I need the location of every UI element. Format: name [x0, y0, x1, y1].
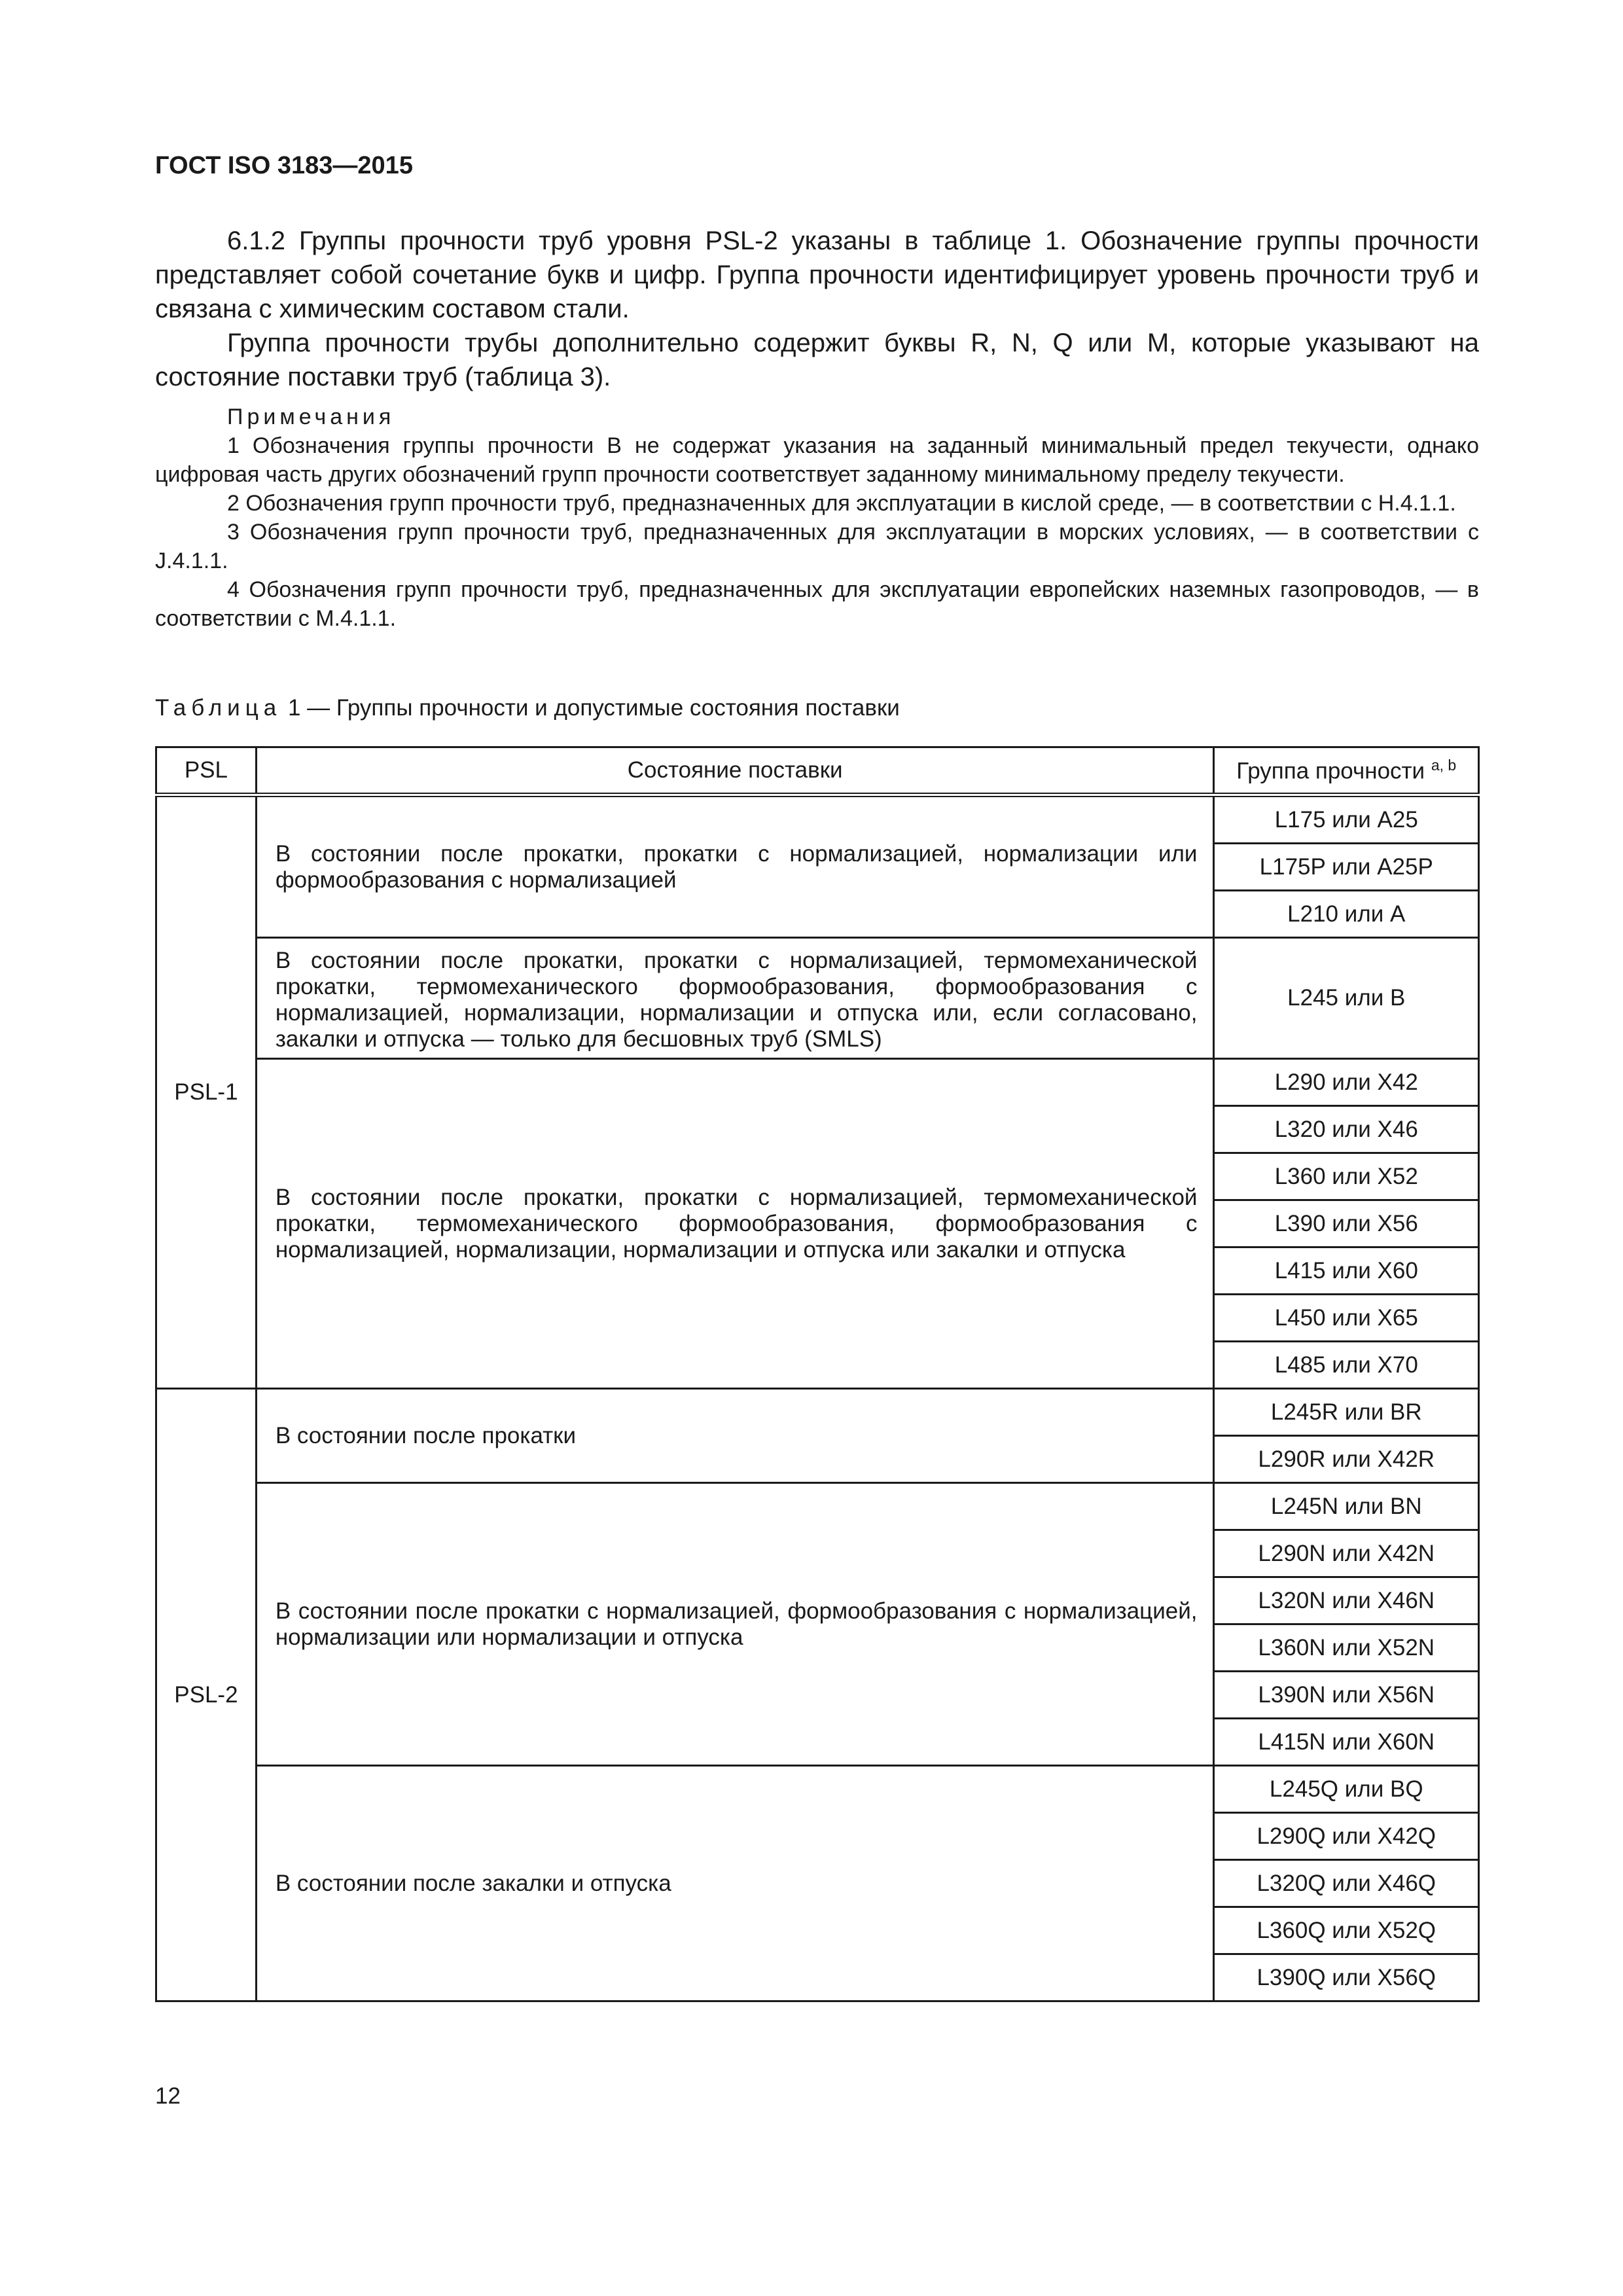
table-row: [156, 1389, 1479, 1436]
grade-cell: L390N или X56N: [1214, 1672, 1479, 1719]
table-header-row: [156, 747, 1479, 795]
grade-cell: L360Q или X52Q: [1214, 1907, 1479, 1954]
column-header-grade-label: Группа прочности: [1236, 758, 1425, 784]
grade-cell: L245N или BN: [1214, 1483, 1479, 1530]
grade-cell: L245 или B: [1214, 938, 1479, 1059]
psl-cell-psl2: PSL-2: [156, 1389, 257, 2001]
grade-cell: L290 или X42: [1214, 1059, 1479, 1106]
table-row: [156, 795, 1479, 844]
grade-cell: L360N или X52N: [1214, 1624, 1479, 1672]
column-header-grade-footnote: a, b: [1431, 756, 1457, 774]
strength-groups-table: [155, 746, 1480, 2002]
column-header-grade: [1214, 747, 1479, 795]
grade-cell: L245R или BR: [1214, 1389, 1479, 1436]
psl-cell-psl1: PSL-1: [156, 795, 257, 1389]
table-row: [156, 1059, 1479, 1106]
grade-cell: L175 или A25: [1214, 795, 1479, 844]
notes-heading: Примечания: [227, 404, 395, 429]
condition-cell: В состоянии после прокатки, прокатки с нормализацией, нормализации или формообразования с нормализацией: [256, 795, 1214, 938]
table-caption: [155, 695, 900, 721]
document-header: ГОСТ ISO 3183—2015: [155, 152, 413, 179]
grade-cell: L290Q или X42Q: [1214, 1813, 1479, 1860]
paragraph-2: Группа прочности трубы дополнительно содержит буквы R, N, Q или M, которые указывают на состояние поставки труб (таблица 3).: [155, 329, 1479, 391]
grade-cell: L450 или X65: [1214, 1295, 1479, 1342]
grade-cell: L210 или A: [1214, 891, 1479, 938]
table-row: [156, 1483, 1479, 1530]
notes-block: [155, 403, 1479, 633]
page-number: 12: [155, 2083, 181, 2109]
condition-cell: В состоянии после прокатки, прокатки с нормализацией, термомеханической прокатки, термомеханического формообразования, формообразования с нормализацией, нормализации, нормализации и отпуска или закалки и отпуска: [256, 1059, 1214, 1389]
paragraph-1: 6.1.2 Группы прочности труб уровня PSL-2 указаны в таблице 1. Обозначение группы прочности представляет собой сочетание букв и цифр. Группа прочности идентифицирует уровень прочности труб и связана с химическим составом стали.: [155, 226, 1479, 323]
grade-cell: L175P или A25P: [1214, 844, 1479, 891]
grade-cell: L415N или X60N: [1214, 1719, 1479, 1766]
table-caption-label: Таблица: [155, 695, 282, 721]
grade-cell: L320 или X46: [1214, 1106, 1479, 1153]
table-row: [156, 1766, 1479, 1813]
column-header-psl: PSL: [156, 747, 257, 795]
grade-cell: L390Q или X56Q: [1214, 1954, 1479, 2001]
grade-cell: L360 или X52: [1214, 1153, 1479, 1200]
grade-cell: L320Q или X46Q: [1214, 1860, 1479, 1907]
body-paragraphs: [155, 224, 1479, 394]
grade-cell: L320N или X46N: [1214, 1577, 1479, 1624]
condition-cell: В состоянии после прокатки, прокатки с нормализацией, термомеханической прокатки, термомеханического формообразования, формообразования с нормализацией, нормализации, нормализации и отпуска или, если согласовано, закалки и отпуска — только для бесшовных труб (SMLS): [256, 938, 1214, 1059]
grade-cell: L245Q или BQ: [1214, 1766, 1479, 1813]
note-3: 3 Обозначения групп прочности труб, предназначенных для эксплуатации в морских условиях, — в соответствии с J.4.1.1.: [155, 520, 1479, 573]
condition-cell: В состоянии после закалки и отпуска: [256, 1766, 1214, 2001]
condition-cell: В состоянии после прокатки: [256, 1389, 1214, 1483]
column-header-condition: Состояние поставки: [256, 747, 1214, 795]
table-row: [156, 938, 1479, 1059]
note-2: 2 Обозначения групп прочности труб, предназначенных для эксплуатации в кислой среде, — в соответствии с H.4.1.1.: [227, 491, 1456, 516]
grade-cell: L290N или X42N: [1214, 1530, 1479, 1577]
grade-cell: L390 или X56: [1214, 1200, 1479, 1247]
condition-cell: В состоянии после прокатки с нормализацией, формообразования с нормализацией, нормализации или нормализации и отпуска: [256, 1483, 1214, 1766]
table-caption-text: 1 — Группы прочности и допустимые состояния поставки: [281, 695, 900, 721]
grade-cell: L415 или X60: [1214, 1247, 1479, 1295]
grade-cell: L290R или X42R: [1214, 1436, 1479, 1483]
note-1: 1 Обозначения группы прочности B не содержат указания на заданный минимальный предел текучести, однако цифровая часть других обозначений групп прочности соответствует заданному минимальному пределу текучести.: [155, 433, 1479, 487]
grade-cell: L485 или X70: [1214, 1342, 1479, 1389]
note-4: 4 Обозначения групп прочности труб, предназначенных для эксплуатации европейских наземных газопроводов, — в соответствии с M.4.1.1.: [155, 577, 1479, 631]
